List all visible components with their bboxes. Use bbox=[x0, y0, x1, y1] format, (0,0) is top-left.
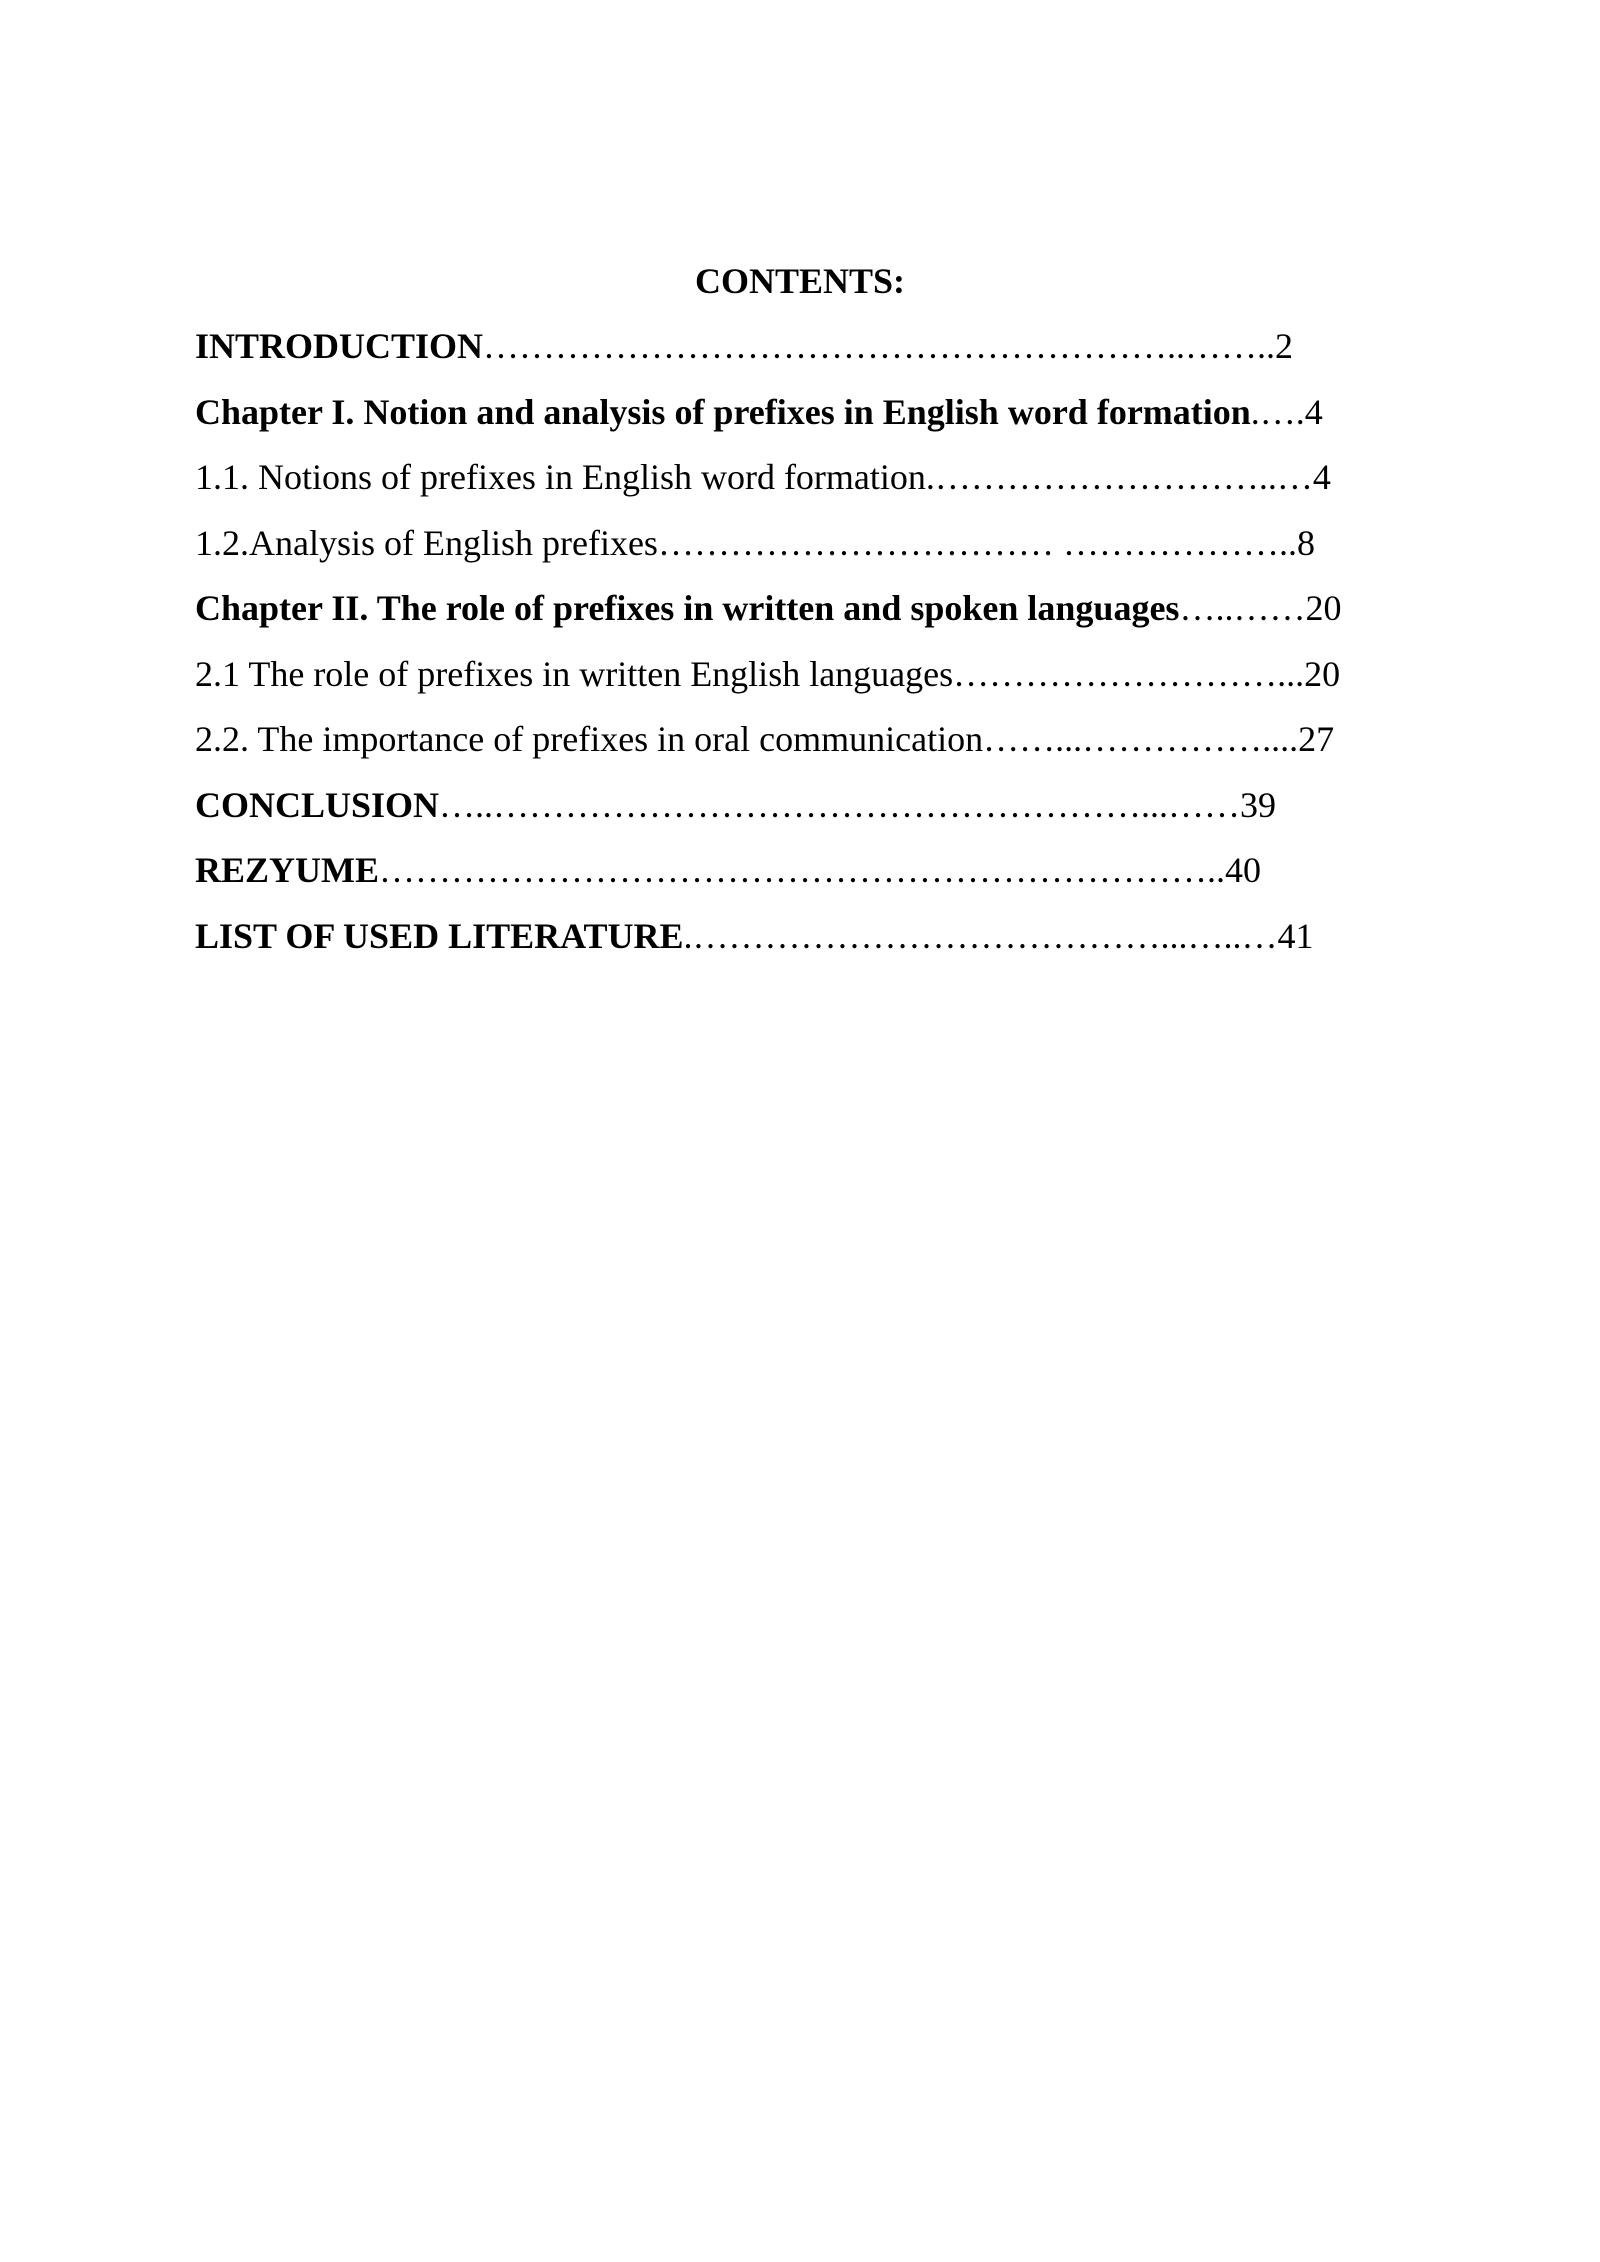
toc-entry-section-1-2 bbox=[195, 521, 1445, 587]
toc-entry-leader: …………………………… ……………….. bbox=[657, 522, 1297, 563]
toc-entry-page: 40 bbox=[1225, 850, 1262, 890]
toc-entry-leader: …………………………………………………..…….. bbox=[483, 326, 1276, 366]
toc-entry-page: 8 bbox=[1296, 522, 1315, 563]
toc-entry-leader: ………………………..… bbox=[934, 457, 1313, 497]
toc-entry-page: 27 bbox=[1298, 719, 1335, 759]
toc-entry-section-2-1 bbox=[195, 652, 1445, 718]
toc-entry-title: INTRODUCTION bbox=[195, 326, 484, 366]
toc-entry-section-1-1 bbox=[195, 455, 1445, 521]
page-title: CONTENTS: bbox=[694, 261, 906, 301]
toc-entry-page: 39 bbox=[1240, 784, 1277, 825]
toc-entry-page: 4 bbox=[1304, 391, 1323, 432]
toc-entry-leader: ……...…………….... bbox=[983, 719, 1299, 759]
toc-entry-page: 20 bbox=[1304, 653, 1341, 694]
toc-entry-leader: …..…… bbox=[1179, 588, 1306, 628]
toc-entry-title: Chapter II. The role of prefixes in written and spoken languages bbox=[195, 588, 1180, 628]
toc-entry-page: 2 bbox=[1275, 326, 1294, 366]
toc-entry-chapter-2 bbox=[195, 586, 1445, 652]
toc-entry-title: 1.1. Notions of prefixes in English word formation. bbox=[195, 457, 935, 497]
toc-entry-page: 41 bbox=[1277, 915, 1314, 956]
toc-entry-title: 2.1 The role of prefixes in written English languages bbox=[195, 653, 954, 694]
toc-entry-title: CONCLUSION bbox=[195, 784, 440, 825]
toc-entry-section-2-2 bbox=[195, 717, 1445, 783]
toc-entry-title: REZYUME bbox=[195, 850, 380, 890]
table-of-contents bbox=[195, 324, 1445, 979]
toc-entry-rezyume bbox=[195, 848, 1445, 914]
toc-entry-introduction bbox=[195, 324, 1445, 390]
toc-entry-leader: .…. bbox=[1250, 391, 1305, 432]
toc-entry-leader: …..………………………………………………...…… bbox=[439, 784, 1241, 825]
toc-entry-leader: ………………………... bbox=[953, 653, 1305, 694]
toc-entry-literature bbox=[195, 914, 1445, 980]
toc-entry-conclusion bbox=[195, 783, 1445, 849]
toc-entry-title: LIST OF USED LITERATURE bbox=[195, 915, 684, 956]
toc-entry-chapter-1 bbox=[195, 390, 1445, 456]
toc-entry-leader: …………………………………………………………….. bbox=[379, 850, 1226, 890]
toc-entry-leader: .…………………………………...…..… bbox=[683, 915, 1278, 956]
toc-entry-page: 20 bbox=[1305, 588, 1342, 628]
toc-entry-page: 4 bbox=[1312, 457, 1331, 497]
toc-entry-title: 1.2.Analysis of English prefixes bbox=[195, 522, 658, 563]
toc-entry-title: Chapter I. Notion and analysis of prefixes in English word formation bbox=[195, 391, 1251, 432]
toc-entry-title: 2.2. The importance of prefixes in oral communication bbox=[195, 719, 984, 759]
